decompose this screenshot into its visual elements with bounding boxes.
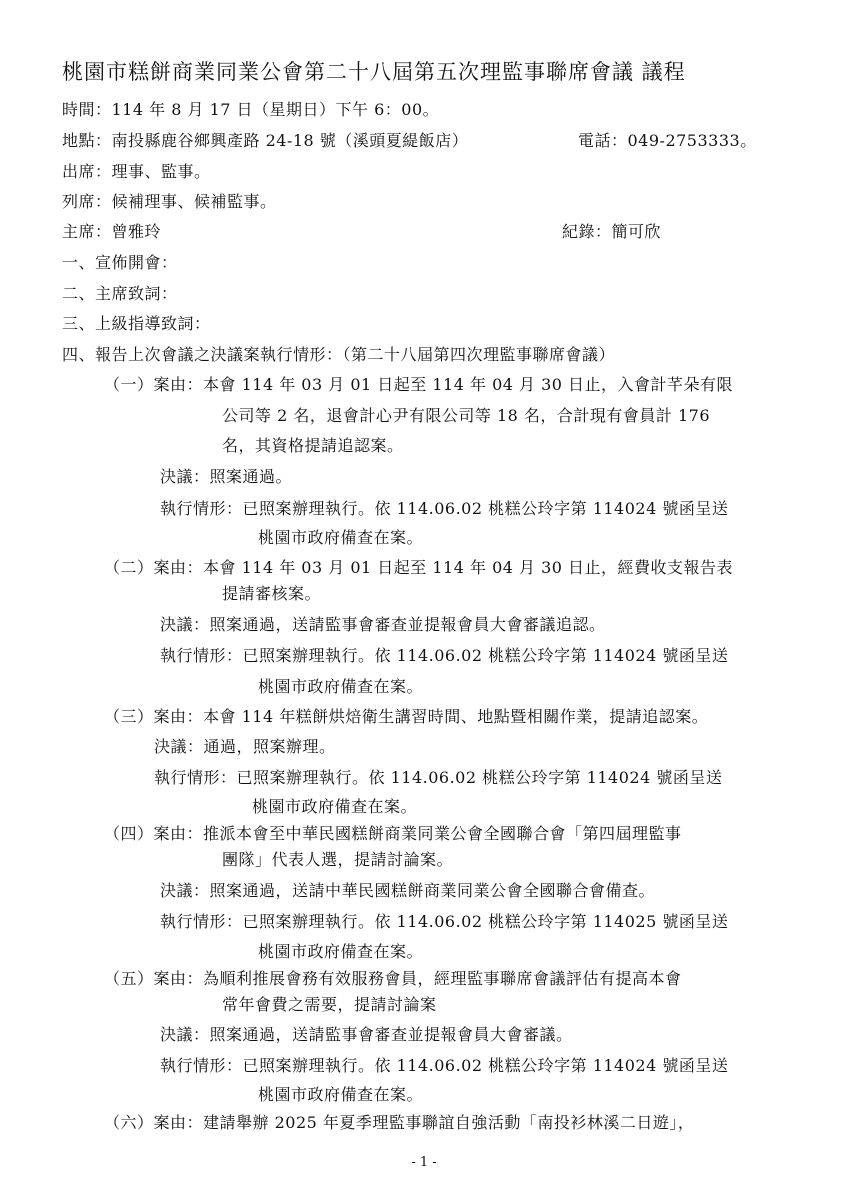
meeting-phone: 電話：049-2753333。 <box>578 131 757 150</box>
case-1-execution: 執行情形：已照案辦理執行。依 114.06.02 桃糕公玲字第 114024 號函呈送 <box>160 499 729 518</box>
chairperson: 主席：曾雅玲 <box>62 222 162 241</box>
case-2-resolution: 決議：照案通過，送請監事會審查並提報會員大會審議追認。 <box>160 615 606 634</box>
agenda-item: 四、報告上次會議之決議案執行情形：（第二十八屆第四次理監事聯席會議） <box>62 345 616 364</box>
case-4-execution-cont: 桃園市政府備查在案。 <box>258 942 424 961</box>
case-5-subject: （五）案由：為順利推展會務有效服務會員，經理監事聯席會議評估有提高本會 <box>104 969 682 988</box>
meeting-time: 時間：114 年 8 月 17 日（星期日）下午 6：00。 <box>62 100 440 119</box>
case-2-subject-cont: 提請審核案。 <box>222 584 322 603</box>
agenda-item: 一、宣佈開會： <box>62 253 178 272</box>
case-4-execution: 執行情形：已照案辦理執行。依 114.06.02 桃糕公玲字第 114025 號函呈送 <box>160 912 729 931</box>
page-number: - 1 - <box>411 1155 437 1170</box>
case-5-subject-cont: 常年會費之需要，提請討論案 <box>222 995 437 1014</box>
case-1-subject-cont: 公司等 2 名，退會計心尹有限公司等 18 名，合計現有會員計 176 <box>222 406 711 425</box>
agenda-item: 二、主席致詞： <box>62 284 178 303</box>
case-1-execution-cont: 桃園市政府備查在案。 <box>258 528 424 547</box>
case-3-execution: 執行情形：已照案辦理執行。依 114.06.02 桃糕公玲字第 114024 號函呈送 <box>154 768 723 787</box>
case-5-execution: 執行情形：已照案辦理執行。依 114.06.02 桃糕公玲字第 114024 號函呈送 <box>160 1056 729 1075</box>
case-4-subject: （四）案由：推派本會至中華民國糕餅商業同業公會全國聯合會「第四屆理監事 <box>104 824 682 843</box>
case-5-resolution: 決議：照案通過，送請監事會審查並提報會員大會審議。 <box>160 1025 573 1044</box>
case-1-subject-cont: 名，其資格提請追認案。 <box>222 436 404 455</box>
meeting-place: 地點：南投縣鹿谷鄉興產路 24-18 號（溪頭夏緹飯店） <box>62 131 469 150</box>
agenda-item: 三、上級指導致詞： <box>62 314 211 333</box>
case-6-subject: （六）案由：建請舉辦 2025 年夏季理監事聯誼自強活動「南投衫林溪二日遊」， <box>104 1113 695 1132</box>
case-2-subject: （二）案由：本會 114 年 03 月 01 日起至 114 年 04 月 30 日止，經費收支報告表 <box>104 558 734 577</box>
case-4-resolution: 決議：照案通過，送請中華民國糕餅商業同業公會全國聯合會備查。 <box>160 881 656 900</box>
recorder: 紀錄：簡可欣 <box>562 222 662 241</box>
case-1-resolution: 決議：照案通過。 <box>160 467 293 486</box>
case-1-subject: （一）案由：本會 114 年 03 月 01 日起至 114 年 04 月 30 日止，入會計芊朵有限 <box>104 375 734 394</box>
case-3-resolution: 決議：通過，照案辦理。 <box>154 737 336 756</box>
case-2-execution: 執行情形：已照案辦理執行。依 114.06.02 桃糕公玲字第 114024 號函呈送 <box>160 646 729 665</box>
page-title: 桃園市糕餅商業同業公會第二十八屆第五次理監事聯席會議 議程 <box>62 60 686 84</box>
case-5-execution-cont: 桃園市政府備查在案。 <box>258 1085 424 1104</box>
case-3-subject: （三）案由：本會 114 年糕餅烘焙衛生講習時間、地點暨相關作業，提請追認案。 <box>104 707 709 726</box>
attendees: 出席：理事、監事。 <box>62 162 211 181</box>
observers: 列席：候補理事、候補監事。 <box>62 192 277 211</box>
case-2-execution-cont: 桃園市政府備查在案。 <box>258 677 424 696</box>
case-3-execution-cont: 桃園市政府備查在案。 <box>252 797 418 816</box>
case-4-subject-cont: 團隊」代表人選，提請討論案。 <box>222 850 454 869</box>
